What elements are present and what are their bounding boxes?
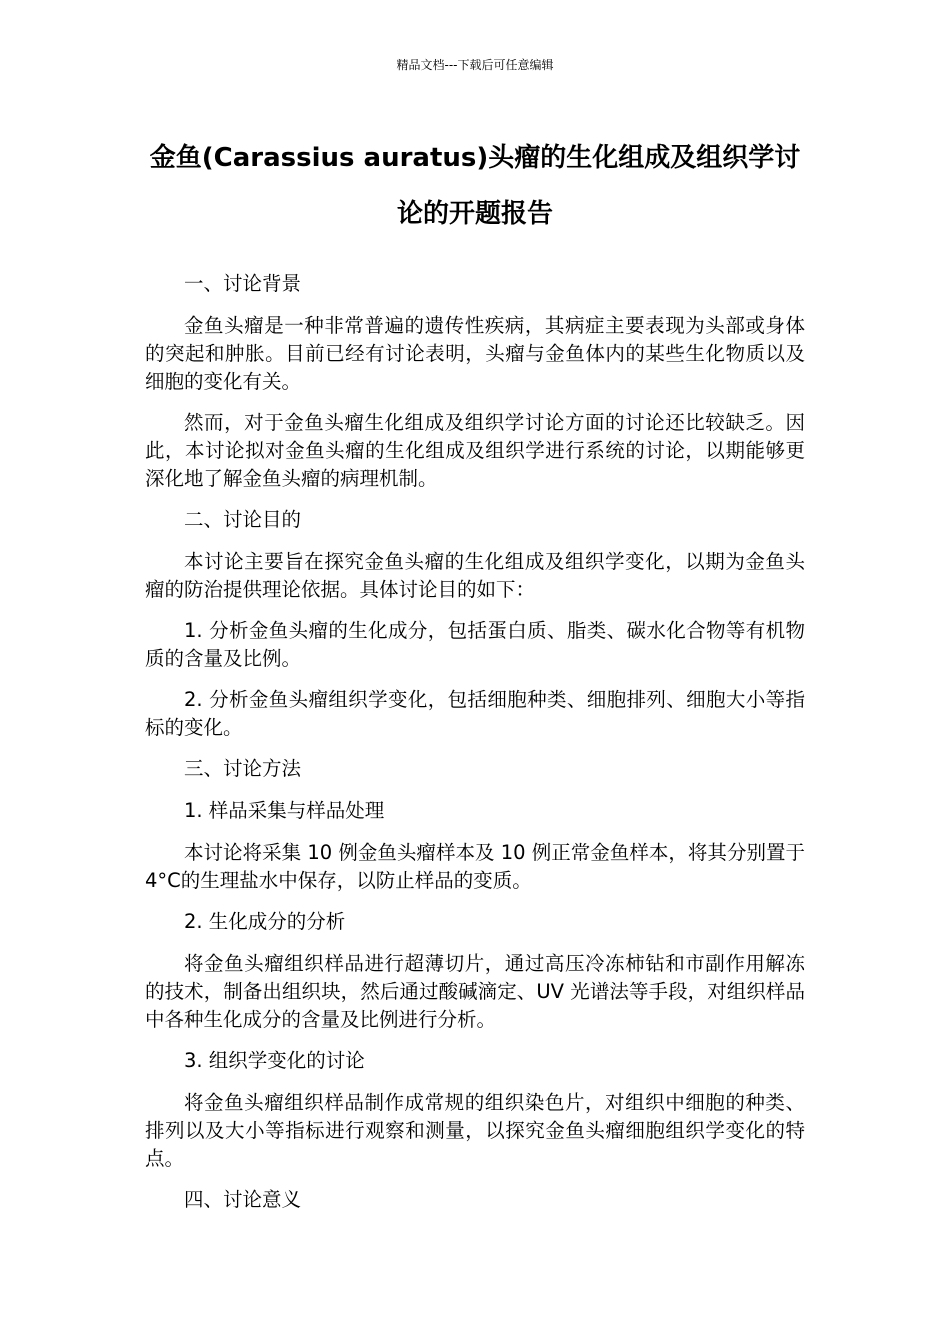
subheading-sampling: 1. 样品采集与样品处理 (184, 799, 385, 822)
document-title: 金鱼(Carassius auratus)头瘤的生化组成及组织学讨论的开题报告 (149, 143, 801, 229)
paragraph-sampling: 本讨论将采集 10 例金鱼头瘤样本及 10 例正常金鱼样本，将其分别置于 4°C的生理盐水中保存，以防止样品的变质。 (145, 841, 805, 892)
section-heading-methods: 三、讨论方法 (184, 757, 302, 780)
paragraph-purpose-intro: 本讨论主要旨在探究金鱼头瘤的生化组成及组织学变化，以期为金鱼头瘤的防治提供理论依据。具体讨论目的如下： (145, 550, 805, 601)
paragraph-biochem: 将金鱼头瘤组织样品进行超薄切片，通过高压冷冻柿钻和市副作用解冻的技术，制备出组织块，然后通过酸碱滴定、UV 光谱法等手段，对组织样品中各种生化成分的含量及比例进行分析。 (145, 952, 805, 1031)
paragraph-purpose-item-2: 2. 分析金鱼头瘤组织学变化，包括细胞种类、细胞排列、细胞大小等指标的变化。 (145, 688, 805, 739)
header-note: 精品文档---下载后可任意编辑 (396, 58, 554, 72)
subheading-histology: 3. 组织学变化的讨论 (184, 1049, 365, 1072)
paragraph-background-2: 然而，对于金鱼头瘤生化组成及组织学讨论方面的讨论还比较缺乏。因此，本讨论拟对金鱼头瘤的生化组成及组织学进行系统的讨论，以期能够更深化地了解金鱼头瘤的病理机制。 (145, 411, 805, 490)
paragraph-background-1: 金鱼头瘤是一种非常普遍的遗传性疾病，其病症主要表现为头部或身体的突起和肿胀。目前已经有讨论表明，头瘤与金鱼体内的某些生化物质以及细胞的变化有关。 (145, 314, 805, 393)
section-heading-significance: 四、讨论意义 (184, 1188, 302, 1211)
section-heading-purpose: 二、讨论目的 (184, 508, 302, 531)
paragraph-purpose-item-1: 1. 分析金鱼头瘤的生化成分，包括蛋白质、脂类、碳水化合物等有机物质的含量及比例。 (145, 619, 805, 670)
subheading-biochem: 2. 生化成分的分析 (184, 910, 346, 933)
section-heading-background: 一、讨论背景 (184, 272, 302, 295)
document-body (145, 270, 805, 1228)
paragraph-histology: 将金鱼头瘤组织样品制作成常规的组织染色片，对组织中细胞的种类、排列以及大小等指标进行观察和测量，以探究金鱼头瘤细胞组织学变化的特点。 (145, 1091, 805, 1170)
